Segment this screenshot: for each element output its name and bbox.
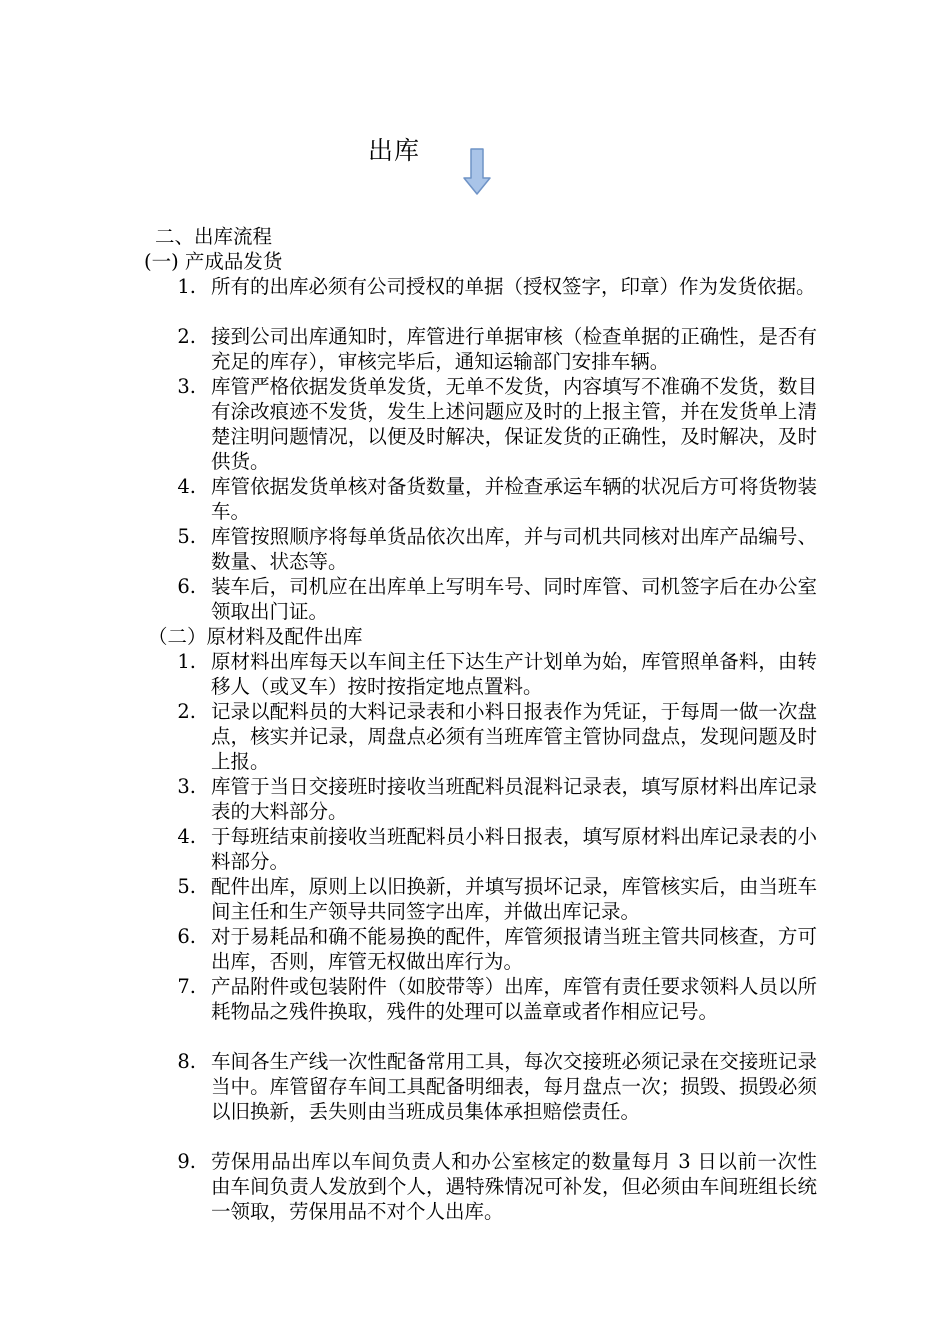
list-item-text: 记录以配料员的大料记录表和小料日报表作为凭证，于每周一做一次盘点，核实并记录，周盘点必须有当班库管主管协同盘点，发现问题及时上报。 — [211, 700, 817, 773]
list-item-text: 劳保用品出库以车间负责人和办公室核定的数量每月 3 日以前一次性由车间负责人发放到个人，遇特殊情况可补发，但必须由车间班组长统一领取，劳保用品不对个人出库。 — [211, 1150, 817, 1223]
list-item-text: 配件出库，原则上以旧换新，并填写损坏记录，库管核实后，由当班车间主任和生产领导共同签字出库，并做出库记录。 — [211, 875, 817, 923]
list-item-text: 库管严格依据发货单发货，无单不发货，内容填写不准确不发货，数目有涂改痕迹不发货，发生上述问题应及时的上报主管，并在发货单上清楚注明问题情况，以便及时解决，保证发货的正确性，及时解决，及时供货。 — [211, 375, 817, 473]
list-item-text: 车间各生产线一次性配备常用工具，每次交接班必须记录在交接班记录当中。库管留存车间工具配备明细表，每月盘点一次；损毁、损毁必须以旧换新，丢失则由当班成员集体承担赔偿责任。 — [211, 1050, 817, 1123]
list-item-number: 3. — [177, 375, 196, 398]
list-item-number: 1. — [177, 650, 196, 673]
list-item-number: 5. — [177, 875, 196, 898]
list-item-number: 6. — [177, 575, 196, 598]
page-title: 出库 — [368, 136, 421, 165]
list-item-number: 4. — [177, 825, 196, 848]
list-item-number: 9. — [177, 1150, 196, 1173]
subsection-heading-materials: （二）原材料及配件出库 — [148, 625, 363, 648]
list-item-number: 3. — [177, 775, 196, 798]
down-arrow-icon — [462, 148, 492, 196]
list-item-number: 1. — [177, 275, 196, 298]
section-heading: 二、出库流程 — [155, 225, 273, 248]
list-item-text: 库管按照顺序将每单货品依次出库，并与司机共同核对出库产品编号、数量、状态等。 — [211, 525, 817, 573]
list-item-text: 对于易耗品和确不能易换的配件，库管须报请当班主管共同核查，方可出库，否则，库管无权做出库行为。 — [211, 925, 817, 973]
list-item-number: 8. — [177, 1050, 196, 1073]
subsection-heading-finished-goods: (一) 产成品发货 — [144, 250, 283, 273]
list-item-number: 6. — [177, 925, 196, 948]
list-item-text: 库管于当日交接班时接收当班配料员混料记录表，填写原材料出库记录表的大料部分。 — [211, 775, 817, 823]
list-item-number: 7. — [177, 975, 196, 998]
list-item-number: 4. — [177, 475, 196, 498]
list-item-text: 装车后，司机应在出库单上写明车号、同时库管、司机签字后在办公室领取出门证。 — [211, 575, 817, 623]
list-item-number: 5. — [177, 525, 196, 548]
list-item-text: 所有的出库必须有公司授权的单据（授权签字，印章）作为发货依据。 — [211, 275, 816, 298]
list-item-text: 接到公司出库通知时，库管进行单据审核（检查单据的正确性，是否有充足的库存），审核完毕后，通知运输部门安排车辆。 — [211, 325, 817, 373]
title-row — [0, 126, 950, 206]
list-item-text: 库管依据发货单核对备货数量，并检查承运车辆的状况后方可将货物装车。 — [211, 475, 817, 523]
list-item-number: 2. — [177, 700, 196, 723]
list-item-text: 产品附件或包装附件（如胶带等）出库，库管有责任要求领料人员以所耗物品之残件换取，残件的处理可以盖章或者作相应记号。 — [211, 975, 817, 1023]
list-item-number: 2. — [177, 325, 196, 348]
list-item-text: 于每班结束前接收当班配料员小料日报表，填写原材料出库记录表的小料部分。 — [211, 825, 817, 873]
list-item-text: 原材料出库每天以车间主任下达生产计划单为始，库管照单备料，由转移人（或叉车）按时按指定地点置料。 — [211, 650, 817, 698]
